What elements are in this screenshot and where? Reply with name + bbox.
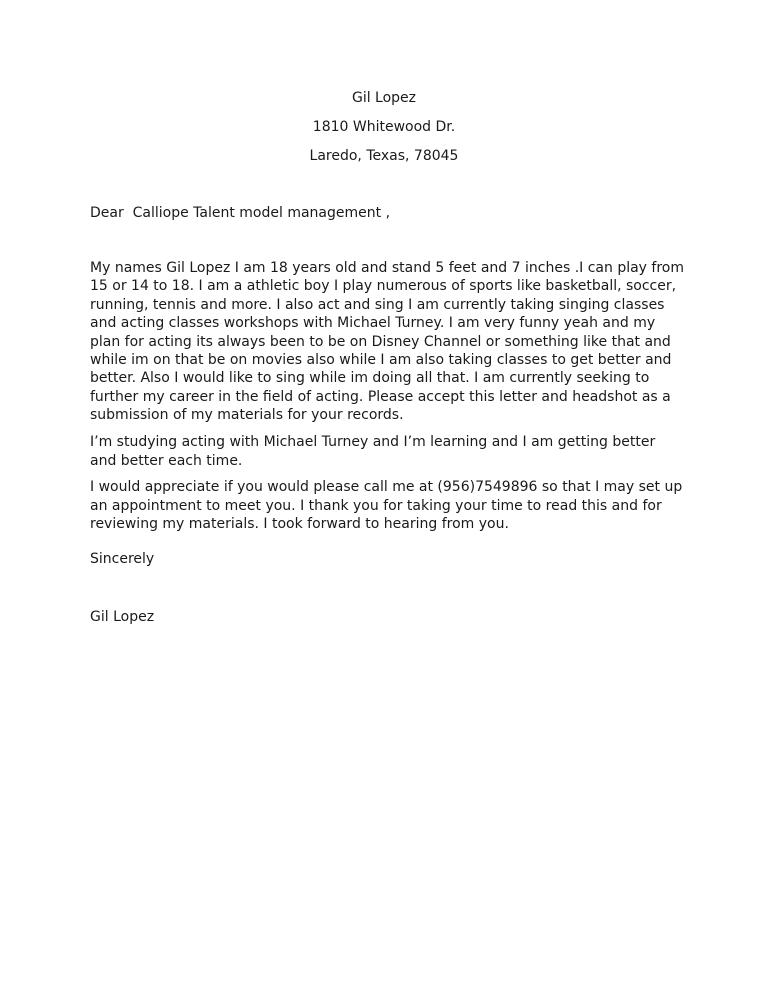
body-paragraph-2 xyxy=(90,433,690,470)
text-line: further my career in the field of acting. Please accept this letter and headshot as a xyxy=(90,388,671,405)
text-line: and better each time. xyxy=(90,452,243,469)
salutation: Dear Calliope Talent model management , xyxy=(90,205,391,221)
text-line: running, tennis and more. I also act and sing I am currently taking singing classes xyxy=(90,296,665,313)
text-line: I would appreciate if you would please call me at (956)7549896 so that I may set up xyxy=(90,479,683,496)
text-line: reviewing my materials. I took forward to hearing from you. xyxy=(90,516,509,533)
text-line: 15 or 14 to 18. I am a athletic boy I play numerous of sports like basketball, soccer, xyxy=(90,278,677,295)
signature-name: Gil Lopez xyxy=(90,609,155,625)
sender-street: 1810 Whitewood Dr. xyxy=(312,119,456,135)
text-line: submission of my materials for your records. xyxy=(90,407,404,424)
body-paragraph-3 xyxy=(90,478,690,533)
text-line: and acting classes workshops with Michael Turney. I am very funny yeah and my xyxy=(90,315,656,332)
sender-city-line: Laredo, Texas, 78045 xyxy=(309,148,459,164)
body-paragraph-1 xyxy=(90,259,690,425)
text-line: while im on that be on movies also while I am also taking classes to get better and xyxy=(90,352,672,369)
letter-body xyxy=(90,259,690,542)
text-line: an appointment to meet you. I thank you for taking your time to read this and for xyxy=(90,497,662,514)
sender-name: Gil Lopez xyxy=(351,90,417,106)
text-line: My names Gil Lopez I am 18 years old and stand 5 feet and 7 inches .I can play from xyxy=(90,260,684,276)
text-line: plan for acting its always been to be on Disney Channel or something like that and xyxy=(90,333,671,350)
text-line: I’m studying acting with Michael Turney and I’m learning and I am getting better xyxy=(90,434,656,451)
closing: Sincerely xyxy=(90,551,155,567)
text-line: better. Also I would like to sing while im doing all that. I am currently seeking to xyxy=(90,370,650,387)
sender-address-block xyxy=(0,88,768,175)
